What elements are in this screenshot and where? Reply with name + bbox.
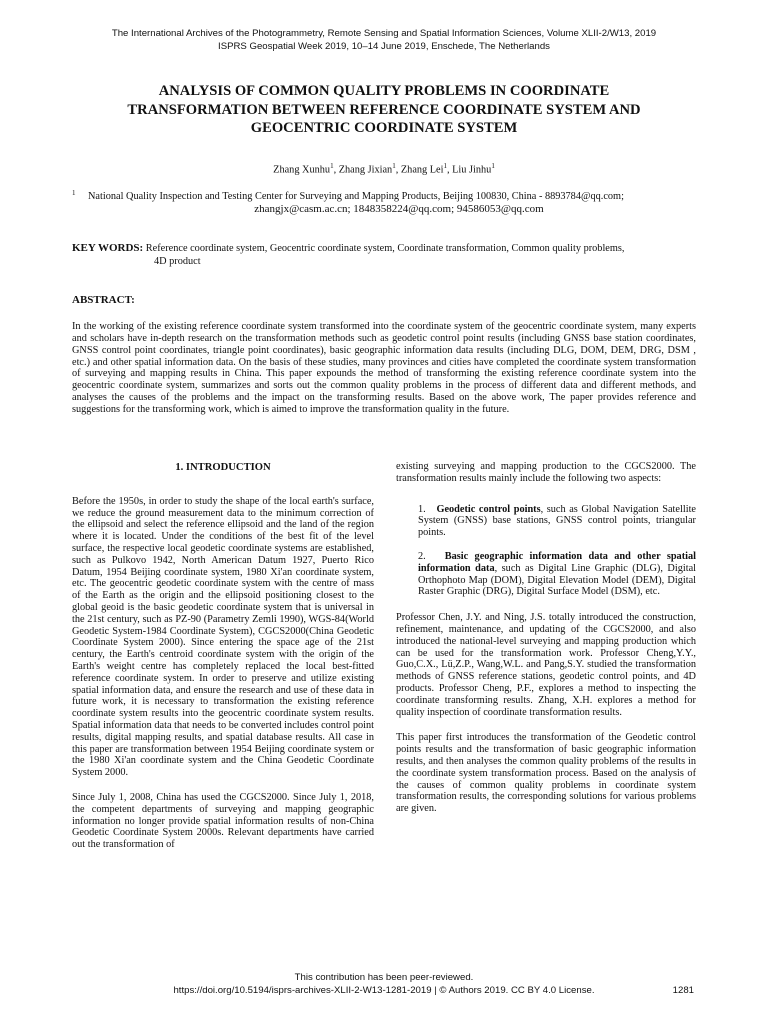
- paper-title-line2: TRANSFORMATION BETWEEN REFERENCE COORDINATE SYSTEM AND: [127, 101, 641, 118]
- page-number: 1281: [672, 985, 694, 996]
- journal-header: [0, 27, 768, 53]
- author-affiliation-mark: 1: [392, 162, 396, 170]
- affiliation-line1: National Quality Inspection and Testing Center for Surveying and Mapping Products, Beijing 100830, China - 8893784@qq.com;: [88, 191, 624, 202]
- keywords-line2: 4D product: [154, 256, 201, 267]
- keywords-label: KEY WORDS:: [72, 242, 144, 254]
- intro-paragraph-1: Before the 1950s, in order to study the shape of the local earth's surface, we reduce the ground measurement data to the minimum correction of the ellipsoid and select the reference ellipsoid and the land of the region where it is located. Under the conditions of the best fit of the level surface, the respective local geodetic coordinate systems are established, such as Pulkovo 1942, North American Datum 1927, Puerto Rico Datum, 1954 Beijing coordinate system, 1980 Xi'an coordinate system, etc. The geocentric geodetic coordinate system with the centre of mass of the Earth as the origin and the ellipsoid positioning closest to the global geoid is the basic geodetic coordinate system that is universal in the 21st century, such as PZ-90 (Parametry Zemli 1990), WGS-84(World Geodetic System-1984 Coordinate System), CGCS2000(China Geodetic Coordinate System 2000). Since entering the space age of the 21st century, the Earth's centroid coordinate system with the origin of the Earth's weight centre has completely replaced the local best-fitted reference coordinate system. In order to preserve and utilize existing spatial information data, and ensure the research and use of these data in future work, it is necessary to transformation the existing reference coordinate system results into the geocentric coordinate system results. Spatial information data that needs to be converted includes control point results, digital mapping results, and spatial database results. All case in this paper are transformation between 1954 Beijing coordinate system or the 1980 Xi'an coordinate system and the China Geodetic Coordinate System 2000.: [72, 495, 374, 779]
- affiliation-number: 1: [72, 189, 76, 197]
- journal-header-line2: ISPRS Geospatial Week 2019, 10–14 June 2019, Enschede, The Netherlands: [218, 41, 550, 52]
- footer-doi-license: https://doi.org/10.5194/isprs-archives-XLII-2-W13-1281-2019 | © Authors 2019. CC BY 4.0 License.: [173, 985, 595, 996]
- paper-title-line1: ANALYSIS OF COMMON QUALITY PROBLEMS IN COORDINATE: [158, 83, 610, 99]
- list-number: 1.: [418, 503, 426, 515]
- abstract-heading: ABSTRACT:: [72, 294, 135, 306]
- author-affiliation-mark: 1: [491, 162, 495, 170]
- paper-title-line3: GEOCENTRIC COORDINATE SYSTEM: [250, 120, 518, 136]
- affiliation-emails: zhangjx@casm.ac.cn; 1848358224@qq.com; 94586053@qq.com: [254, 203, 544, 215]
- list-item-basic-geographic-data: [396, 551, 696, 598]
- list-number: 2.: [418, 550, 426, 562]
- list-item-title: Basic geographic information data and other spatial information data: [418, 550, 696, 574]
- list-item-text: , such as Global Navigation Satellite System (GNSS) base stations, GNSS control points, triangular points.: [418, 503, 696, 539]
- journal-header-line1: The International Archives of the Photogrammetry, Remote Sensing and Spatial Information Sciences, Volume XLII-2/W13, 2019: [111, 28, 657, 39]
- intro-paragraph-5: This paper first introduces the transformation of the Geodetic control points results and the transformation of basic geographic information results, and then analyses the common quality problems of the results in the coordinate system transformation process. Based on the analysis of the causes of common quality problems in coordinate system transformation results, the corresponding solutions for various problems are given.: [396, 732, 696, 815]
- author-separator: ,: [333, 164, 339, 176]
- author-list: [0, 162, 768, 175]
- intro-paragraph-4: Professor Chen, J.Y. and Ning, J.S. totally introduced the construction, refinement, maintenance, and updating of the CGCS2000, and also introduced the national-level surveying and mapping production which can be used for the transformation work. Professor Cheng,Y.Y., Guo,C.X., Lü,Z.P., Wang,W.L. and Pang,S.Y. studied the transformation methods of GNSS reference stations, geodetic control points, and 4D products. Professor Cheng, P.F., explores a method to inspecting the coordinate transforming results. Zhang, X.H. explores a method for quality inspection of coordinate transformation results.: [396, 612, 696, 718]
- author-affiliation-mark: 1: [443, 162, 447, 170]
- left-column: [72, 461, 374, 851]
- affiliation: [72, 190, 712, 216]
- keywords-line1: Reference coordinate system, Geocentric coordinate system, Coordinate transformation, Common quality problems,: [145, 243, 625, 254]
- author-name: Zhang Lei: [400, 164, 444, 176]
- list-item-title: Geodetic control points: [436, 503, 541, 515]
- paper-title: [60, 82, 708, 138]
- intro-paragraph-2: Since July 1, 2008, China has used the CGCS2000. Since July 1, 2018, the competent departments of surveying and mapping geographic information no longer provide spatial information results of non-China Geodetic Coordinate System 2000s. Relevant departments have carried out the transformation of: [72, 791, 374, 851]
- author-separator: ,: [395, 164, 401, 176]
- author-name: Liu Jinhu: [452, 164, 492, 176]
- list-item-geodetic-control-points: [396, 504, 696, 539]
- author-affiliation-mark: 1: [330, 162, 334, 170]
- intro-paragraph-3: existing surveying and mapping production to the CGCS2000. The transformation results mainly include the following two aspects:: [396, 461, 696, 484]
- section-heading-introduction: 1. INTRODUCTION: [175, 462, 271, 473]
- author-name: Zhang Xunhu: [273, 164, 331, 176]
- page-footer: [0, 971, 768, 997]
- author-separator: ,: [446, 164, 453, 176]
- list-item-text: , such as Digital Line Graphic (DLG), Digital Orthophoto Map (DOM), Digital Elevation Model (DEM), Digital Raster Graphic (DRG), Digital Surface Model (DSM), etc.: [418, 562, 696, 598]
- abstract-text: In the working of the existing reference coordinate system transformed into the coordinate system of the geocentric coordinate system, many experts and scholars have in-depth research on the transformation methods such as geodetic control point results (including GNSS base station coordinates, GNSS control point coordinates, triangle point coordinates), basic geographic information data results (including DLG, DOM, DEM, DRG, DSM , etc.) and other spatial information data. On the basis of these studies, many provinces and cities have completed the coordinate system transformation of surveying and mapping results in China. This paper expounds the method of transforming the existing reference coordinate system into the geocentric coordinate system, summarizes and sorts out the common quality problems in the process of different data and different methods, and analyses the causes of the problems and the impact on the transforming results. Based on the above work, The paper provides reference and suggestions for the transforming work, which is aimed to improve the transformation quality in the future.: [72, 321, 696, 415]
- keywords-block: [72, 242, 700, 268]
- author-name: Zhang Jixian: [338, 164, 393, 176]
- right-column: [396, 461, 696, 815]
- footer-peer-review-note: This contribution has been peer-reviewed.: [294, 972, 474, 983]
